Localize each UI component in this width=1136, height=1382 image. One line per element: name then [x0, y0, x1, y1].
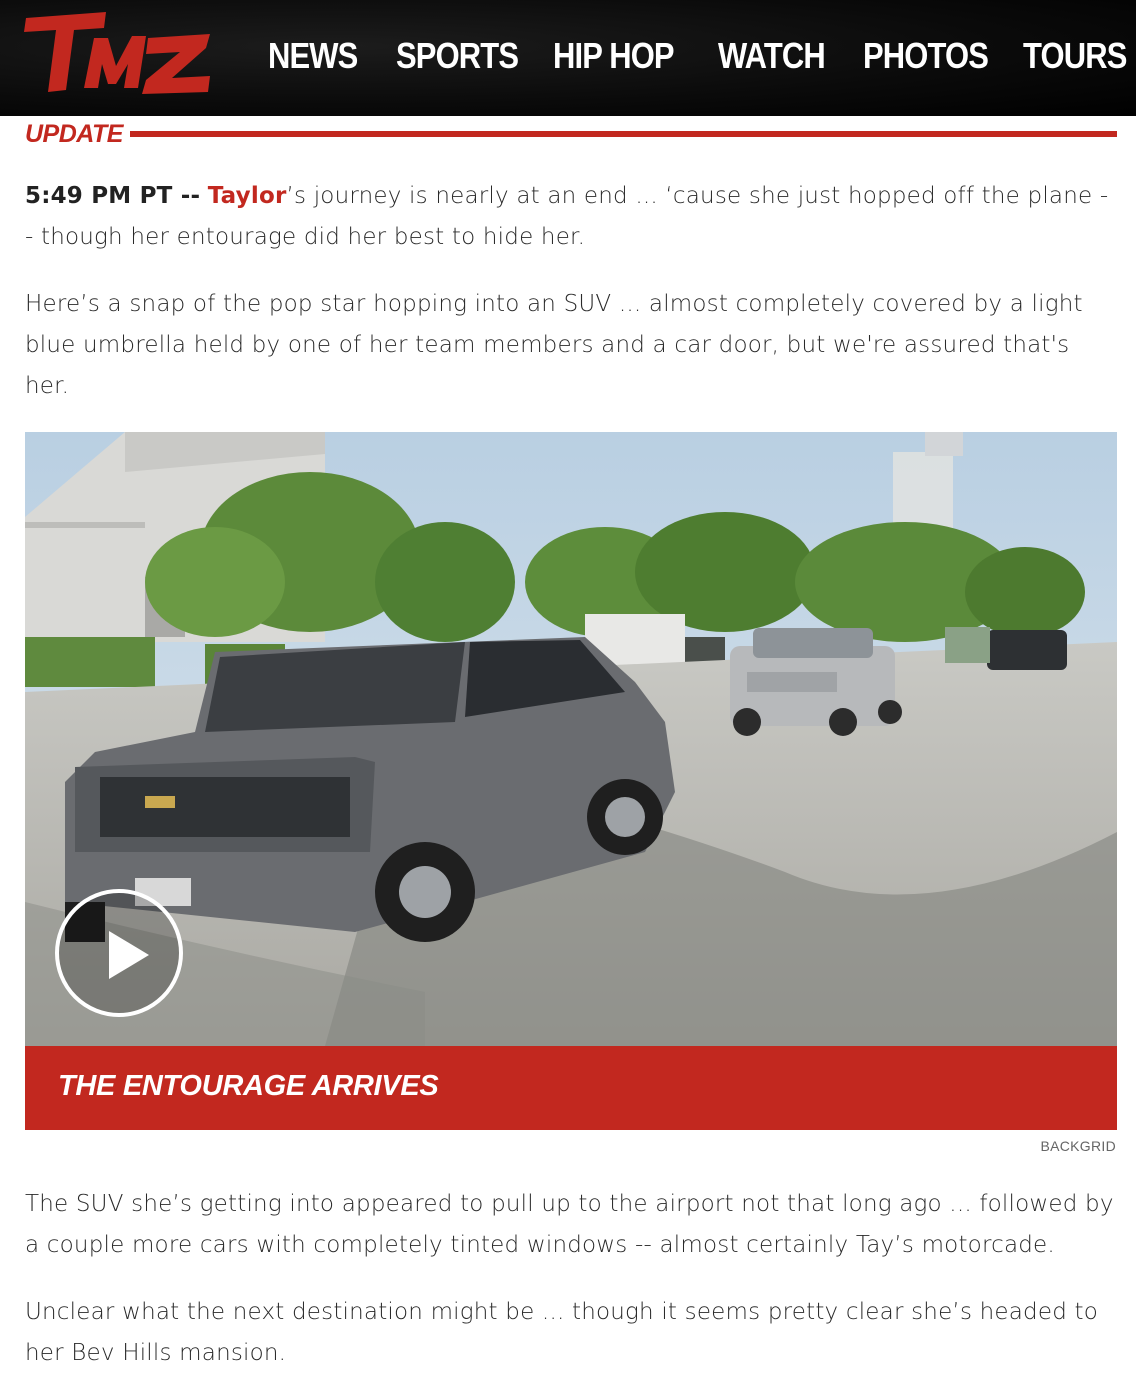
play-icon — [109, 931, 149, 979]
video-caption: THE ENTOURAGE ARRIVES — [58, 1070, 439, 1102]
nav-hip-hop[interactable]: HIP HOP — [553, 35, 674, 76]
nav-sports[interactable]: SPORTS — [396, 35, 519, 76]
nav-watch[interactable]: WATCH — [718, 35, 825, 76]
article-paragraph-4: Unclear what the next destination might be ... though it seems pretty clear she’s headed to her Bev Hills mansion. — [25, 1299, 1099, 1366]
update-divider — [25, 120, 1117, 150]
article-paragraph-2: Here’s a snap of the pop star hopping into an SUV ... almost completely covered by a light blue umbrella held by one of her team members and a car door, but we're assured that's her. — [25, 291, 1083, 399]
update-timestamp: 5:49 PM PT -- — [25, 183, 201, 209]
play-button[interactable] — [55, 889, 183, 1017]
nav-tours[interactable]: TOURS — [1023, 35, 1127, 76]
nav-news[interactable]: NEWS — [268, 35, 358, 76]
nav-photos[interactable]: PHOTOS — [863, 35, 989, 76]
video-caption-bar — [25, 1046, 1117, 1130]
update-rule — [130, 131, 1117, 137]
site-header — [0, 0, 1136, 116]
tmz-logo[interactable] — [24, 8, 214, 98]
photo-credit: BACKGRID — [1040, 1138, 1116, 1154]
paragraph-1-text: ’s journey is nearly at an end ... ‘cause she just hopped off the plane -- though her entourage did her best to hide her. — [25, 183, 1109, 250]
taylor-link[interactable]: Taylor — [207, 183, 287, 209]
update-label: UPDATE — [25, 120, 123, 148]
main-nav — [268, 34, 1133, 78]
article-paragraph-1 — [25, 176, 1115, 258]
article-paragraph-3: The SUV she’s getting into appeared to pull up to the airport not that long ago ... followed by a couple more cars with completely tinted windows -- almost certainly Tay’s motorcade. — [25, 1191, 1114, 1258]
video-thumbnail[interactable] — [25, 432, 1117, 1046]
